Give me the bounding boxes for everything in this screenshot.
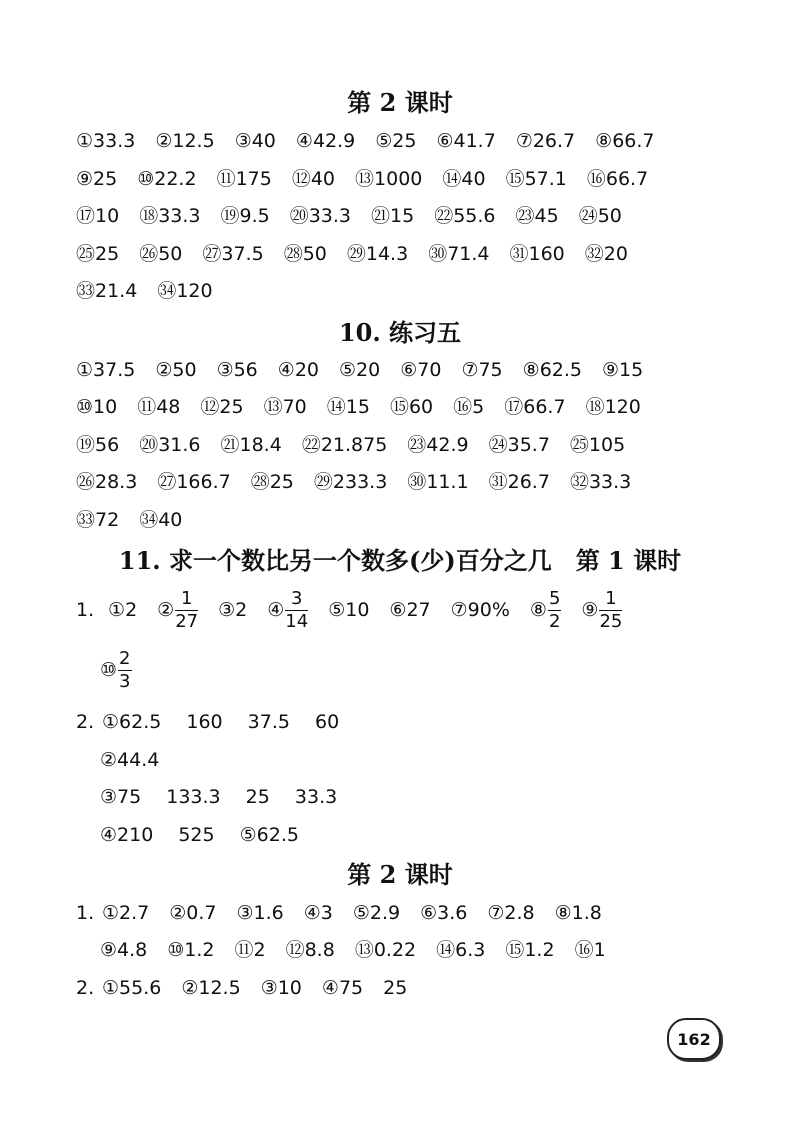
- answer-item: ⑧1.8: [554, 902, 602, 924]
- answer-item: ㉘50: [283, 243, 327, 265]
- answer-item: ⑮57.1: [505, 168, 567, 190]
- answer-item: ㉑15: [371, 205, 415, 227]
- answer-item: ⑲9.5: [220, 205, 270, 227]
- answer-item: ⑥70: [400, 359, 442, 381]
- answer-item: ㉑18.4: [220, 434, 282, 456]
- answer-item: ㉛160: [509, 243, 565, 265]
- answer-item: ⑰66.7: [504, 396, 566, 418]
- answer-item: ⑰10: [76, 205, 120, 227]
- answer-item: ⑧66.7: [595, 130, 655, 152]
- answer-item-fraction: [581, 590, 622, 631]
- circled-number: ⑩: [100, 659, 118, 681]
- answer-item: ㉒21.875: [301, 434, 388, 456]
- answer-item: ㉓45: [515, 205, 559, 227]
- answer-line: ③75 133.3 25 33.3: [100, 786, 338, 808]
- answer-item: ⑤10: [328, 599, 370, 621]
- answer-item-fraction: [267, 590, 308, 631]
- answer-item: ⑤20: [339, 359, 381, 381]
- answer-item: ⑫25: [200, 396, 244, 418]
- answer-item: ④20: [277, 359, 319, 381]
- answer-item: ⑯66.7: [586, 168, 649, 190]
- answer-item: ⑪175: [216, 168, 272, 190]
- answer-item: ⑳33.3: [289, 205, 352, 227]
- answer-row: [76, 469, 651, 495]
- answer-item: ②0.7: [169, 902, 217, 924]
- answer-item: ③56: [216, 359, 258, 381]
- answer-item: ⑱120: [585, 396, 641, 418]
- question-1-row-cont: [100, 937, 626, 963]
- answer-item: ⑥27: [389, 599, 431, 621]
- answer-row: [76, 241, 648, 267]
- numerator: 5: [548, 588, 561, 609]
- answer-item: ⑧62.5: [522, 359, 582, 381]
- answer-item: ③2: [218, 599, 248, 621]
- numerator: 1: [599, 590, 622, 611]
- answer-item: ③1.6: [236, 902, 284, 924]
- answer-item: ㉝72: [76, 509, 120, 531]
- answer-item: ①55.6: [102, 977, 162, 999]
- answer-item: ⑩22.2: [137, 168, 197, 190]
- answer-item: ④3: [303, 902, 333, 924]
- answer-row: [76, 278, 233, 304]
- answer-item-fraction: [530, 590, 562, 631]
- answer-row: [76, 394, 661, 420]
- question-1-row: [76, 590, 642, 631]
- page-number: 162: [667, 1018, 721, 1060]
- question-number: 2.: [76, 711, 95, 733]
- answer-item: ㉕25: [76, 243, 120, 265]
- answer-item: ⑩1.2: [167, 939, 215, 961]
- answer-item: ⑭6.3: [436, 939, 486, 961]
- answer-item: ⑦2.8: [487, 902, 535, 924]
- answer-item: ㉗37.5: [202, 243, 264, 265]
- answer-item: ㉒55.6: [434, 205, 496, 227]
- fraction: [548, 590, 561, 631]
- section-heading-lesson-2b: 第 2 课时: [347, 860, 453, 889]
- denominator: 27: [175, 611, 199, 632]
- circled-number: ⑨: [581, 599, 599, 621]
- answer-item: ㉙14.3: [346, 243, 409, 265]
- answer-item: ⑲56: [76, 434, 120, 456]
- answer-item: ㉗166.7: [157, 471, 231, 493]
- section-heading-percent-more-less: 11. 求一个数比另一个数多(少)百分之几 第 1 课时: [118, 546, 682, 575]
- answer-item: ⑪2: [234, 939, 266, 961]
- question-number: 2.: [76, 977, 95, 999]
- numerator: 2: [119, 648, 131, 669]
- answer-item: ㉛26.7: [488, 471, 550, 493]
- answer-item: ㉘25: [250, 471, 294, 493]
- answer-item: ㉕105: [569, 434, 626, 456]
- answer-item: ⑫40: [291, 168, 336, 190]
- question-2-row: [76, 709, 339, 735]
- answer-item: ⑮60: [389, 396, 434, 418]
- answer-item: ⑩10: [76, 396, 118, 418]
- fraction: [599, 590, 622, 631]
- answer-row: [76, 507, 202, 533]
- answer-item: 25: [383, 977, 408, 999]
- answer-row: [76, 128, 675, 154]
- answer-item: ㉚71.4: [428, 243, 490, 265]
- answer-item: ⑪48: [137, 396, 181, 418]
- answer-line: ①62.5 160 37.5 60: [102, 711, 340, 733]
- answer-item: ⑭15: [326, 396, 370, 418]
- answer-item: ⑦75: [461, 359, 503, 381]
- question-1-row-cont: [100, 650, 152, 691]
- answer-item: ⑬1000: [355, 168, 423, 190]
- numerator: 1: [175, 590, 198, 611]
- answer-item: ⑥3.6: [420, 902, 468, 924]
- answer-item: ②12.5: [155, 130, 215, 152]
- answer-item: ㉔35.7: [488, 434, 550, 456]
- answer-line: ②44.4: [100, 749, 160, 771]
- answer-item: ①33.3: [76, 130, 136, 152]
- answer-item: ⑱33.3: [139, 205, 201, 227]
- answer-line: ④210 525 ⑤62.5: [100, 824, 299, 846]
- circled-number: ④: [267, 599, 285, 621]
- answer-item: ⑨25: [76, 168, 118, 190]
- answer-item: ㉔50: [578, 205, 622, 227]
- answer-item: ①37.5: [76, 359, 136, 381]
- answer-item: ⑨15: [602, 359, 644, 381]
- denominator: 2: [548, 611, 561, 632]
- fraction: [118, 650, 131, 691]
- answer-item: ㉓42.9: [407, 434, 469, 456]
- answer-item: ②12.5: [181, 977, 241, 999]
- answer-row: [76, 432, 645, 458]
- circled-number: ②: [157, 599, 175, 621]
- question-2-row: [76, 975, 427, 1001]
- answer-item: ①2.7: [102, 902, 150, 924]
- answer-item: ⑨4.8: [100, 939, 148, 961]
- answer-item: ㉖28.3: [76, 471, 138, 493]
- question-number: 1.: [76, 902, 95, 924]
- denominator: 25: [599, 611, 623, 632]
- answer-item: ⑤25: [375, 130, 417, 152]
- answer-item: ④42.9: [295, 130, 356, 152]
- answer-item: ⑦26.7: [515, 130, 576, 152]
- answer-item: ㉖50: [139, 243, 183, 265]
- answer-item: ⑯5: [453, 396, 485, 418]
- answer-item: ⑬0.22: [354, 939, 417, 961]
- answer-item: ㉞120: [157, 280, 213, 302]
- answer-item: ①2: [108, 599, 138, 621]
- answer-row: [76, 203, 642, 229]
- answer-item-fraction: [157, 590, 198, 631]
- question-2-row-cont: [100, 784, 337, 810]
- question-number: 1.: [76, 599, 95, 621]
- circled-number: ⑧: [529, 599, 547, 621]
- denominator: 3: [119, 671, 131, 692]
- answer-item: ㉚11.1: [407, 471, 469, 493]
- answer-row: [76, 166, 668, 192]
- answer-item: ⑥41.7: [436, 130, 496, 152]
- answer-item: ③10: [260, 977, 302, 999]
- question-2-row-cont: [100, 747, 159, 773]
- answer-item: ㉙233.3: [313, 471, 388, 493]
- question-1-row: [76, 900, 622, 926]
- fraction: [175, 590, 198, 631]
- section-heading-exercise-5: 10. 练习五: [338, 318, 462, 347]
- denominator: 14: [285, 611, 309, 632]
- answer-item: ⑳31.6: [139, 434, 201, 456]
- answer-item: ④75: [321, 977, 364, 999]
- answer-item: ⑭40: [442, 168, 486, 190]
- answer-item: ⑯1: [574, 939, 606, 961]
- answer-item: ③40: [234, 130, 276, 152]
- answer-item: ⑤2.9: [352, 902, 401, 924]
- answer-item: ⑬70: [263, 396, 307, 418]
- answer-item: ㉜20: [584, 243, 628, 265]
- answer-item: ⑦90%: [450, 599, 510, 621]
- answer-item: ⑫8.8: [285, 939, 335, 961]
- answer-item: ②50: [155, 359, 197, 381]
- section-heading-lesson-2: 第 2 课时: [347, 88, 453, 117]
- answer-item-fraction: [100, 650, 132, 691]
- fraction: [285, 590, 308, 631]
- answer-item: ㉞40: [139, 509, 183, 531]
- answer-row: [76, 357, 663, 383]
- numerator: 3: [285, 590, 308, 611]
- question-2-row-cont: [100, 822, 299, 848]
- answer-item: ㉜33.3: [569, 471, 632, 493]
- answer-item: ㉝21.4: [76, 280, 138, 302]
- answer-item: ⑮1.2: [505, 939, 555, 961]
